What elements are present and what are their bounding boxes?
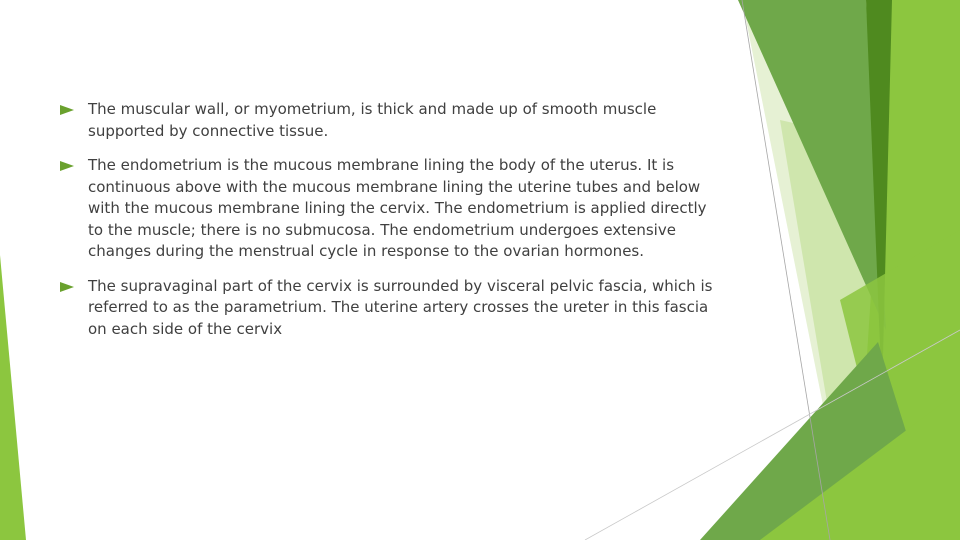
bullet-list [60, 99, 720, 353]
bullet-item [60, 99, 720, 142]
bullet-item [60, 155, 720, 263]
triangle-bullet-icon [60, 105, 74, 115]
bullet-text: The supravaginal part of the cervix is surrounded by visceral pelvic fascia, which is referred to as the parametrium. The uterine artery crosses the ureter in this fascia on each side of the cervix [88, 276, 713, 338]
triangle-bullet-icon [60, 282, 74, 292]
triangle-bullet-icon [60, 161, 74, 171]
bullet-text: The endometrium is the mucous membrane lining the body of the uterus. It is continuous above with the mucous membrane lining the uterine tubes and below with the mucous membrane lining the cervix. The endometrium is applied directly to the muscle; there is no submucosa. The endometrium undergoes extensive changes during the menstrual cycle in response to the ovarian hormones. [88, 156, 707, 260]
bullet-item [60, 276, 720, 341]
bullet-text: The muscular wall, or myometrium, is thick and made up of smooth muscle supported by connective tissue. [88, 100, 657, 140]
left-green-sliver [0, 255, 26, 540]
